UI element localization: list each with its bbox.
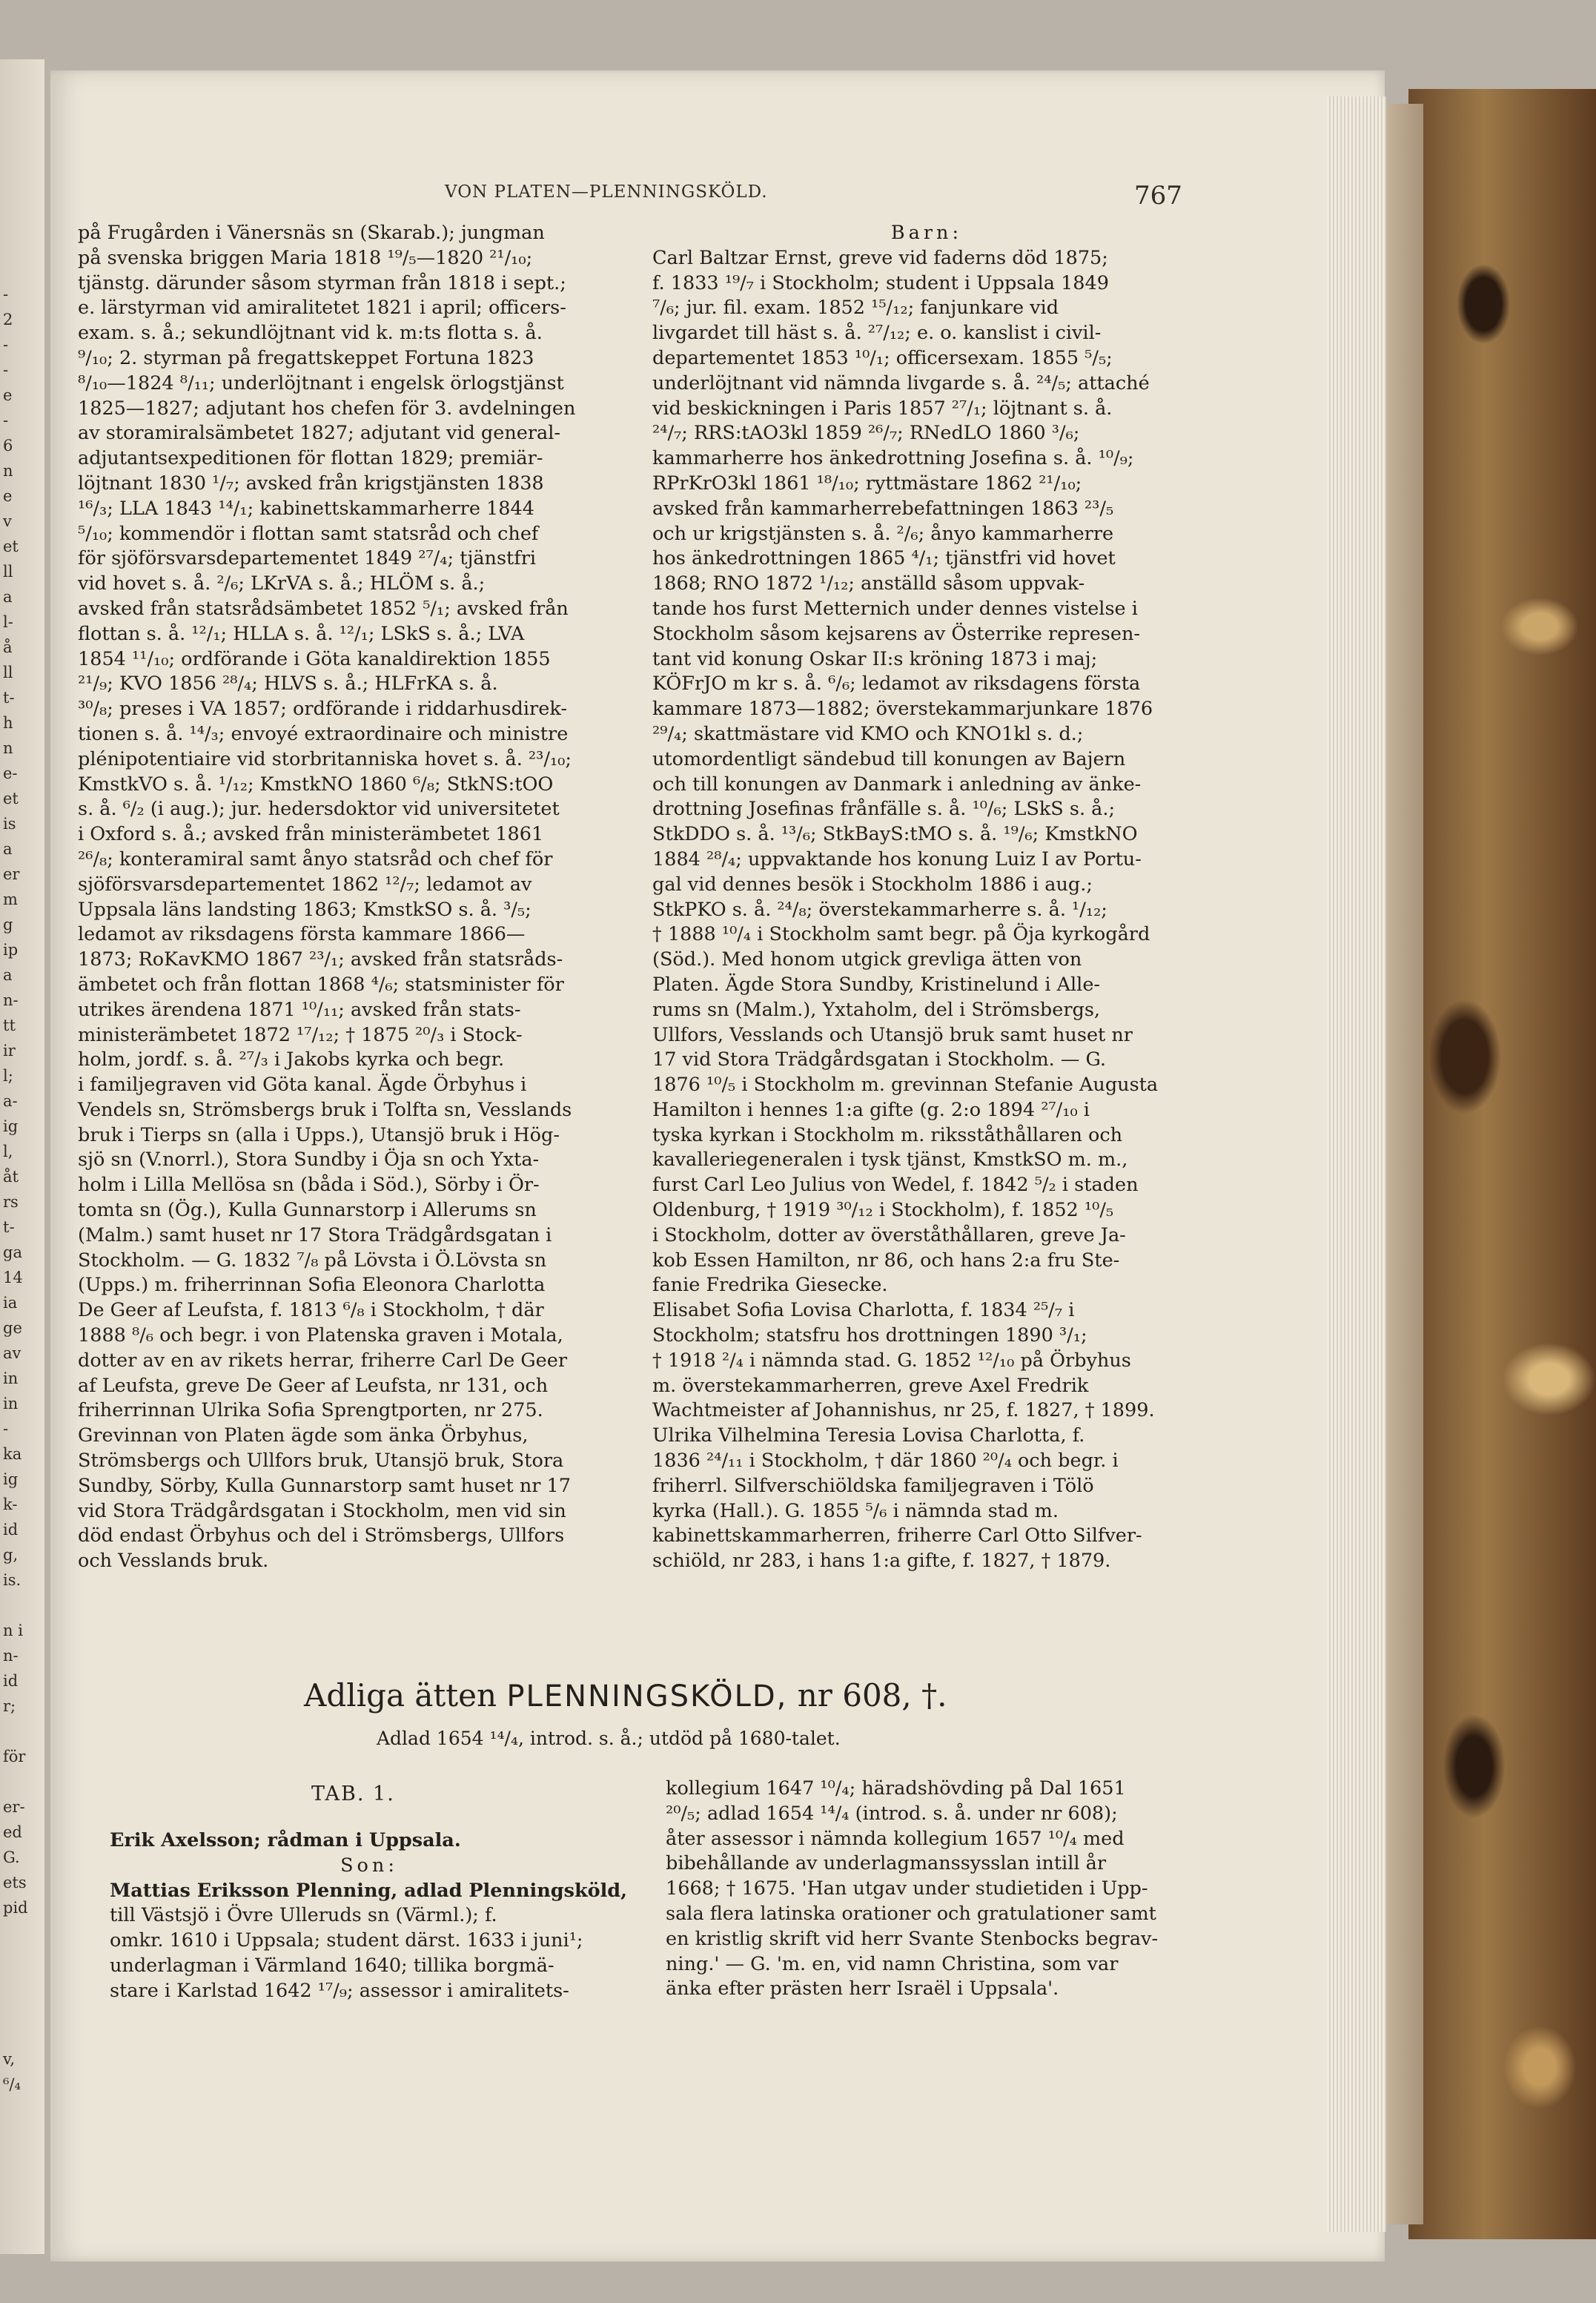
column-b-line: tant vid konung Oskar II:s kröning 1873 i maj; bbox=[652, 647, 1098, 670]
column-b-line: 17 vid Stora Trädgårdsgatan i Stockholm. — G. bbox=[652, 1048, 1107, 1071]
column-a-line: 1854 ¹¹/₁₀; ordförande i Göta kanaldirektion 1855 bbox=[78, 647, 551, 670]
column-a-line: ²¹/₉; KVO 1856 ²⁸/₄; HLVS s. å.; HLFrKA s. å. bbox=[78, 673, 498, 695]
column-b-line: rums sn (Malm.), Yxtaholm, del i Strömsbergs, bbox=[652, 998, 1101, 1021]
left-margin-fragment: G. bbox=[3, 1848, 20, 1866]
left-margin-fragment: id bbox=[3, 1672, 19, 1690]
column-a-line: 1873; RoKavKMO 1867 ²³/₁; avsked från statsråds- bbox=[78, 948, 563, 971]
column-b-line: Wachtmeister af Johannishus, nr 25, f. 1827, † 1899. bbox=[652, 1399, 1155, 1422]
column-a-line: KmstkVO s. å. ¹/₁₂; KmstkNO 1860 ⁶/₈; StkNS:tOO bbox=[78, 773, 554, 796]
column-b-line: Carl Baltzar Ernst, greve vid faderns död 1875; bbox=[652, 246, 1108, 269]
column-d-line: en kristlig skrift vid herr Svante Stenbocks begrav- bbox=[666, 1927, 1159, 1950]
column-b-line: kabinettskammarherren, friherre Carl Otto Silfver- bbox=[652, 1524, 1142, 1547]
column-a-line: ämbetet och från flottan 1868 ⁴/₆; statsminister för bbox=[78, 973, 564, 996]
left-margin-fragment: - bbox=[3, 1420, 9, 1438]
column-a-line: Sundby, Sörby, Kulla Gunnarstorp samt huset nr 17 bbox=[78, 1474, 571, 1497]
left-margin-fragment: 6 bbox=[3, 437, 13, 455]
column-a-line: ⁹/₁₀; 2. styrman på fregattskeppet Fortuna 1823 bbox=[78, 346, 534, 369]
column-a-line: utrikes ärendena 1871 ¹⁰/₁₁; avsked från stats- bbox=[78, 998, 521, 1021]
column-b-line: vid beskickningen i Paris 1857 ²⁷/₁; löjtnant s. å. bbox=[652, 397, 1113, 420]
column-c-line: omkr. 1610 i Uppsala; student därst. 1633 i juni¹; bbox=[110, 1929, 583, 1952]
left-margin-fragment: ll bbox=[3, 563, 13, 581]
column-a-line: vid hovet s. å. ²/₆; LKrVA s. å.; HLÖM s. å.; bbox=[78, 572, 486, 595]
column-b-line: underlöjtnant vid nämnda livgarde s. å. ²⁴/₅; attaché bbox=[652, 371, 1150, 394]
left-margin-fragment: ge bbox=[3, 1319, 22, 1337]
column-c-line: till Västsjö i Övre Ulleruds sn (Värml.); f. bbox=[110, 1904, 497, 1927]
left-margin-fragment: l- bbox=[3, 613, 13, 631]
page-edges bbox=[1327, 96, 1386, 2232]
column-b-line: ⁷/₆; jur. fil. exam. 1852 ¹⁵/₁₂; fanjunkare vid bbox=[652, 297, 1059, 320]
left-margin-fragment: n bbox=[3, 462, 13, 480]
left-margin-fragment: n bbox=[3, 739, 13, 757]
column-b-line: gal vid dennes besök i Stockholm 1886 i aug.; bbox=[652, 873, 1093, 896]
left-margin-fragment: ip bbox=[3, 941, 19, 959]
column-b-line: ²⁴/₇; RRS:tAO3kl 1859 ²⁶/₇; RNedLO 1860 ³/₆; bbox=[652, 422, 1080, 445]
column-b-line: fanie Fredrika Giesecke. bbox=[652, 1274, 888, 1297]
column-b-line: m. överstekammarherren, greve Axel Fredrik bbox=[652, 1374, 1089, 1397]
column-d-line: 1668; † 1675. 'Han utgav under studietiden i Upp- bbox=[666, 1877, 1148, 1900]
left-margin-fragment: ir bbox=[3, 1042, 16, 1060]
column-a-line: Stockholm. — G. 1832 ⁷/₈ på Lövsta i Ö.Lövsta sn bbox=[78, 1249, 547, 1272]
column-b-line: avsked från kammarherrebefattningen 1863 ²³/₅ bbox=[652, 497, 1114, 520]
left-margin-fragment: ets bbox=[3, 1874, 27, 1891]
column-a-line: dotter av en av rikets herrar, friherre Carl De Geer bbox=[78, 1349, 568, 1372]
column-b-line: och till konungen av Danmark i anledning av änke- bbox=[652, 773, 1142, 796]
column-b-line: schiöld, nr 283, i hans 1:a gifte, f. 1827, † 1879. bbox=[652, 1550, 1111, 1573]
column-b-line: 1884 ²⁸/₄; uppvaktande hos konung Luiz I av Portu- bbox=[652, 847, 1142, 870]
left-margin-fragment: a bbox=[3, 840, 13, 858]
left-margin-fragment: l; bbox=[3, 1067, 13, 1085]
column-d-line: ²⁰/₅; adlad 1654 ¹⁴/₄ (introd. s. å. under nr 608); bbox=[666, 1802, 1118, 1825]
column-a-line: Strömsbergs och Ullfors bruk, Utansjö bruk, Stora bbox=[78, 1450, 564, 1473]
column-b-line: † 1888 ¹⁰/₄ i Stockholm samt begr. på Öja kyrkogård bbox=[652, 923, 1150, 946]
page-number: 767 bbox=[1134, 181, 1182, 211]
column-a-line: tjänstg. därunder såsom styrman från 1818 i sept.; bbox=[78, 271, 566, 294]
column-b-text bbox=[652, 221, 1201, 1574]
section-subtitle: Adlad 1654 ¹⁴/₄, introd. s. å.; utdöd på 1680-talet. bbox=[377, 1728, 841, 1749]
column-a-line: ⁸/₁₀—1824 ⁸/₁₁; underlöjtnant i engelsk örlogstjänst bbox=[78, 371, 564, 394]
column-b-line: Ulrika Vilhelmina Teresia Lovisa Charlotta, f. bbox=[652, 1424, 1085, 1447]
running-head: VON PLATEN—PLENNINGSKÖLD. bbox=[445, 182, 768, 202]
column-b-line: † 1918 ²/₄ i nämnda stad. G. 1852 ¹²/₁₀ på Örbyhus bbox=[652, 1349, 1131, 1372]
column-a-line: ledamot av riksdagens första kammare 1866— bbox=[78, 923, 526, 946]
left-margin-fragment: 14 bbox=[3, 1269, 23, 1286]
left-margin-fragment: k- bbox=[3, 1496, 18, 1513]
column-b-line: i Stockholm, dotter av överståthållaren, greve Ja- bbox=[652, 1223, 1126, 1246]
column-a-line: löjtnant 1830 ¹/₇; avsked från krigstjänsten 1838 bbox=[78, 472, 544, 495]
left-margin-fragment: tt bbox=[3, 1017, 16, 1034]
column-a-line: friherrinnan Ulrika Sofia Sprengtporten, nr 275. bbox=[78, 1399, 543, 1422]
left-margin-fragment: a- bbox=[3, 1092, 18, 1110]
column-a-line: adjutantsexpeditionen för flottan 1829; premiär- bbox=[78, 447, 543, 470]
section-title-prefix: Adliga ätten bbox=[304, 1677, 497, 1714]
column-a-line: tomta sn (Ög.), Kulla Gunnarstorp i Allerums sn bbox=[78, 1199, 537, 1222]
left-margin-fragment: 2 bbox=[3, 311, 13, 328]
left-margin-fragment: v, bbox=[3, 2050, 16, 2068]
left-margin-fragment: m bbox=[3, 891, 18, 908]
left-margin-fragment: - bbox=[3, 361, 9, 379]
column-b-line: Stockholm såsom kejsarens av Österrike represen- bbox=[652, 622, 1140, 645]
left-margin-fragment: is. bbox=[3, 1571, 21, 1589]
left-margin-fragment: e bbox=[3, 487, 13, 505]
left-margin-fragment: pid bbox=[3, 1899, 28, 1917]
column-b-line: kob Essen Hamilton, nr 86, och hans 2:a fru Ste- bbox=[652, 1249, 1120, 1272]
column-a-line: 1888 ⁸/₆ och begr. i von Platenska graven i Motala, bbox=[78, 1324, 563, 1347]
column-a-line: ²⁶/₈; konteramiral samt ånyo statsråd och chef för bbox=[78, 847, 553, 870]
column-d-line: änka efter prästen herr Israël i Uppsala'. bbox=[666, 1977, 1059, 2000]
left-margin-fragment: - bbox=[3, 285, 9, 303]
left-margin-fragment: ll bbox=[3, 664, 13, 681]
column-a-line: 1825—1827; adjutant hos chefen för 3. avdelningen bbox=[78, 397, 576, 420]
column-b-line: kammarherre hos änkedrottning Josefina s. å. ¹⁰/₉; bbox=[652, 447, 1134, 470]
column-c-line: Erik Axelsson; rådman i Uppsala. bbox=[110, 1829, 461, 1851]
column-b-line: Ullfors, Vesslands och Utansjö bruk samt huset nr bbox=[652, 1023, 1133, 1046]
column-a-line: och Vesslands bruk. bbox=[78, 1550, 269, 1573]
column-a-line: tionen s. å. ¹⁴/₃; envoyé extraordinaire och ministre bbox=[78, 722, 569, 745]
children-heading: Barn: bbox=[890, 222, 963, 244]
left-margin-fragment: er bbox=[3, 865, 20, 883]
column-c-line: Son: bbox=[340, 1854, 398, 1877]
column-a-line: flottan s. å. ¹²/₁; HLLA s. å. ¹²/₁; LSkS s. å.; LVA bbox=[78, 622, 525, 645]
column-a-line: av storamiralsämbetet 1827; adjutant vid general- bbox=[78, 422, 561, 445]
column-b-line: livgardet till häst s. å. ²⁷/₁₂; e. o. kanslist i civil- bbox=[652, 322, 1102, 345]
column-b-line: utomordentligt sändebud till konungen av Bajern bbox=[652, 747, 1126, 770]
marbled-cover-board bbox=[1408, 89, 1596, 2239]
column-a-line: af Leufsta, greve De Geer af Leufsta, nr 131, och bbox=[78, 1374, 549, 1397]
column-d-line: bibehållande av underlagmanssysslan intill år bbox=[666, 1852, 1107, 1875]
column-a-line: ⁵/₁₀; kommendör i flottan samt statsråd och chef bbox=[78, 522, 539, 545]
left-margin-fragment: rs bbox=[3, 1193, 19, 1211]
left-margin-fragment: av bbox=[3, 1344, 21, 1362]
column-a-line: ¹⁶/₃; LLA 1843 ¹⁴/₁; kabinettskammarherre 1844 bbox=[78, 497, 534, 520]
column-a-line: holm, jordf. s. å. ²⁷/₃ i Jakobs kyrka och begr. bbox=[78, 1048, 505, 1071]
left-margin-fragment: id bbox=[3, 1521, 19, 1539]
column-a-line: vid Stora Trädgårdsgatan i Stockholm, men vid sin bbox=[78, 1499, 566, 1522]
column-a-line: (Malm.) samt huset nr 17 Stora Trädgårdsgatan i bbox=[78, 1223, 552, 1246]
column-b-line: kyrka (Hall.). G. 1855 ⁵/₆ i nämnda stad m. bbox=[652, 1499, 1059, 1522]
left-margin-fragment: n i bbox=[3, 1622, 23, 1639]
column-b-line: furst Carl Leo Julius von Wedel, f. 1842 ⁵/₂ i staden bbox=[652, 1174, 1139, 1197]
left-margin-fragment: för bbox=[3, 1748, 26, 1765]
column-a-line: för sjöförsvarsdepartementet 1849 ²⁷/₄; tjänstfri bbox=[78, 547, 537, 570]
column-b-line: Stockholm; statsfru hos drottningen 1890 ³/₁; bbox=[652, 1324, 1087, 1347]
column-d-line: ning.' — G. 'm. en, vid namn Christina, som var bbox=[666, 1952, 1119, 1975]
column-a-line: på svenska briggen Maria 1818 ¹⁹/₅—1820 ²¹/₁₀; bbox=[78, 246, 533, 269]
left-margin-fragment: e- bbox=[3, 764, 18, 782]
left-margin-fragment: r; bbox=[3, 1697, 16, 1715]
column-d-text bbox=[666, 1777, 1214, 2002]
left-margin-fragment: ig bbox=[3, 1470, 19, 1488]
left-margin-fragment: h bbox=[3, 714, 13, 732]
column-b-line: och ur krigstjänsten s. å. ²/₆; ånyo kammarherre bbox=[652, 522, 1114, 545]
column-a-line: ³⁰/₈; preses i VA 1857; ordförande i riddarhusdirek- bbox=[78, 698, 567, 721]
column-c-line: Mattias Eriksson Plenning, adlad Plenningsköld, bbox=[110, 1879, 628, 1902]
column-b-line: 1876 ¹⁰/₅ i Stockholm m. grevinnan Stefanie Augusta bbox=[652, 1074, 1159, 1097]
column-b-line: hos änkedrottningen 1865 ⁴/₁; tjänstfri vid hovet bbox=[652, 547, 1116, 570]
column-a-line: Vendels sn, Strömsbergs bruk i Tolfta sn, Vesslands bbox=[78, 1098, 572, 1121]
column-b-line: kammare 1873—1882; överstekammarjunkare 1876 bbox=[652, 698, 1153, 721]
left-margin-fragment: ka bbox=[3, 1445, 22, 1463]
left-margin-fragment: e bbox=[3, 386, 13, 404]
column-a-line: i familjegraven vid Göta kanal. Ägde Örbyhus i bbox=[78, 1074, 527, 1097]
column-b-line: Elisabet Sofia Lovisa Charlotta, f. 1834 ²⁵/₇ i bbox=[652, 1299, 1075, 1322]
left-margin-fragment: is bbox=[3, 815, 16, 833]
column-b-line: tyska kyrkan i Stockholm m. riksståthållaren och bbox=[652, 1123, 1123, 1146]
column-b-line: StkDDO s. å. ¹³/₆; StkBayS:tMO s. å. ¹⁹/₆; KmstkNO bbox=[652, 823, 1138, 846]
left-margin-fragment: a bbox=[3, 588, 13, 606]
left-margin-fragment: v bbox=[3, 512, 12, 530]
left-margin-fragment: in bbox=[3, 1369, 19, 1387]
column-c-line: stare i Karlstad 1642 ¹⁷/₉; assessor i amiralitets- bbox=[110, 1979, 569, 2002]
column-a-line: Grevinnan von Platen ägde som änka Örbyhus, bbox=[78, 1424, 529, 1447]
left-margin-fragment: n- bbox=[3, 991, 19, 1009]
column-a-line: bruk i Tierps sn (alla i Upps.), Utansjö bruk i Hög- bbox=[78, 1123, 560, 1146]
column-b-line: 1868; RNO 1872 ¹/₁₂; anställd såsom uppvak- bbox=[652, 572, 1085, 595]
column-a-line: sjöförsvarsdepartementet 1862 ¹²/₇; ledamot av bbox=[78, 873, 532, 896]
column-d-line: sala flera latinska orationer och gratulationer samt bbox=[666, 1902, 1156, 1925]
left-margin-fragment: g, bbox=[3, 1546, 19, 1564]
left-margin-fragment: - bbox=[3, 336, 9, 354]
column-b-line: 1836 ²⁴/₁₁ i Stockholm, † där 1860 ²⁰/₄ och begr. i bbox=[652, 1450, 1119, 1473]
section-title bbox=[304, 1677, 947, 1714]
column-a-line: död endast Örbyhus och del i Strömsbergs, Ullfors bbox=[78, 1524, 565, 1547]
column-c-line: underlagman i Värmland 1640; tillika borgmä- bbox=[110, 1954, 554, 1977]
left-margin-fragment: n- bbox=[3, 1647, 19, 1665]
left-margin-fragment: - bbox=[3, 412, 9, 429]
column-b-line: f. 1833 ¹⁹/₇ i Stockholm; student i Uppsala 1849 bbox=[652, 271, 1109, 294]
column-b-line: Platen. Ägde Stora Sundby, Kristinelund i Alle- bbox=[652, 973, 1101, 996]
column-b-line: (Söd.). Med honom utgick grevliga ätten von bbox=[652, 948, 1082, 971]
column-c-text bbox=[110, 1828, 629, 2004]
column-d-line: åter assessor i nämnda kollegium 1657 ¹⁰/₄ med bbox=[666, 1827, 1125, 1850]
column-d-line: kollegium 1647 ¹⁰/₄; häradshövding på Dal 1651 bbox=[666, 1777, 1126, 1800]
column-a-line: holm i Lilla Mellösa sn (båda i Söd.), Sörby i Ör- bbox=[78, 1174, 540, 1197]
column-a-text bbox=[78, 221, 612, 1574]
left-margin-fragment: a bbox=[3, 966, 13, 984]
column-b-line: departementet 1853 ¹⁰/₁; officersexam. 1855 ⁵/₅; bbox=[652, 346, 1113, 369]
left-margin-fragment: åt bbox=[3, 1168, 19, 1186]
left-margin-fragment: ed bbox=[3, 1823, 22, 1841]
column-a-line: i Oxford s. å.; avsked från ministerämbetet 1861 bbox=[78, 823, 544, 846]
left-margin-fragment: g bbox=[3, 916, 13, 934]
section-title-name: PLENNINGSKÖLD, bbox=[506, 1679, 788, 1714]
left-margin-fragment: in bbox=[3, 1395, 19, 1412]
column-a-line: De Geer af Leufsta, f. 1813 ⁶/₈ i Stockholm, † där bbox=[78, 1299, 544, 1322]
column-b-line: ²⁹/₄; skattmästare vid KMO och KNO1kl s. d.; bbox=[652, 722, 1084, 745]
left-margin-fragment: et bbox=[3, 538, 19, 555]
left-margin-fragment: l, bbox=[3, 1143, 13, 1160]
left-margin-fragment: t- bbox=[3, 1218, 15, 1236]
left-margin-fragment: er- bbox=[3, 1798, 25, 1816]
column-a-line: avsked från statsrådsämbetet 1852 ⁵/₁; avsked från bbox=[78, 597, 569, 620]
left-margin-fragment: ⁶/₄ bbox=[3, 2075, 21, 2093]
left-page-edge bbox=[0, 59, 44, 2254]
column-b-line: RPrKrO3kl 1861 ¹⁸/₁₀; ryttmästare 1862 ²¹/₁₀; bbox=[652, 472, 1082, 495]
column-a-line: exam. s. å.; sekundlöjtnant vid k. m:ts flotta s. å. bbox=[78, 322, 543, 345]
left-margin-fragment: ia bbox=[3, 1294, 18, 1312]
column-b-line: kavalleriegeneralen i tysk tjänst, KmstkSO m. m., bbox=[652, 1149, 1128, 1172]
column-b-line: Hamilton i hennes 1:a gifte (g. 2:o 1894 ²⁷/₁₀ i bbox=[652, 1098, 1090, 1121]
column-a-line: sjö sn (V.norrl.), Stora Sundby i Öja sn och Yxta- bbox=[78, 1149, 540, 1172]
left-margin-fragment: ig bbox=[3, 1117, 19, 1135]
column-b-line: friherrl. Silfverschiöldska familjegraven i Tölö bbox=[652, 1474, 1094, 1497]
column-a-line: ministerämbetet 1872 ¹⁷/₁₂; † 1875 ²⁰/₃ i Stock- bbox=[78, 1023, 523, 1046]
column-b-line: StkPKO s. å. ²⁴/₈; överstekammarherre s. å. ¹/₁₂; bbox=[652, 898, 1107, 921]
column-a-line: (Upps.) m. friherrinnan Sofia Eleonora Charlotta bbox=[78, 1274, 546, 1297]
column-a-line: plénipotentiaire vid storbritanniska hovet s. å. ²³/₁₀; bbox=[78, 747, 572, 770]
column-b-line: tande hos furst Metternich under dennes vistelse i bbox=[652, 597, 1138, 620]
column-b-line: Oldenburg, † 1919 ³⁰/₁₂ i Stockholm), f. 1852 ¹⁰/₅ bbox=[652, 1199, 1114, 1222]
left-margin-fragment: ga bbox=[3, 1243, 22, 1261]
column-a-line: på Frugården i Vänersnäs sn (Skarab.); jungman bbox=[78, 222, 545, 244]
tab-label: TAB. 1. bbox=[311, 1782, 395, 1805]
left-margin-fragment: et bbox=[3, 790, 19, 807]
left-margin-fragment: t- bbox=[3, 689, 15, 707]
column-a-line: e. lärstyrman vid amiralitetet 1821 i april; officers- bbox=[78, 297, 566, 320]
column-a-line: Uppsala läns landsting 1863; KmstkSO s. å. ³/₅; bbox=[78, 898, 532, 921]
left-margin-fragment: å bbox=[3, 638, 13, 656]
column-b-line: drottning Josefinas frånfälle s. å. ¹⁰/₆; LSkS s. å.; bbox=[652, 798, 1116, 821]
section-title-suffix: nr 608, †. bbox=[797, 1677, 947, 1714]
column-a-line: s. å. ⁶/₂ (i aug.); jur. hedersdoktor vid universitetet bbox=[78, 798, 560, 821]
column-b-line: KÖFrJO m kr s. å. ⁶/₆; ledamot av riksdagens första bbox=[652, 673, 1141, 695]
